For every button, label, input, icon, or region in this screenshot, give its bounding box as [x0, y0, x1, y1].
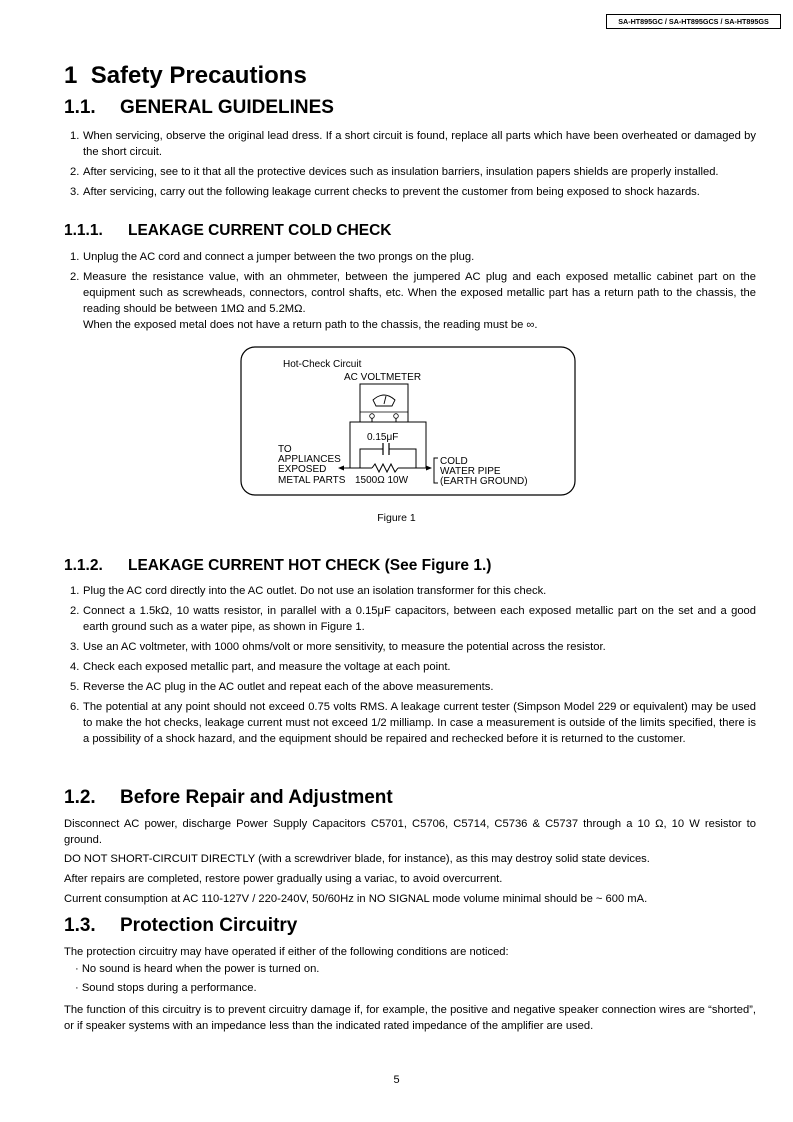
- list-item: 4. Check each exposed metallic part, and measure the voltage at each point.: [70, 661, 451, 673]
- heading-1-2: [64, 787, 393, 809]
- heading-1-1: [64, 97, 334, 119]
- heading-number: 1.1.2.: [64, 557, 103, 574]
- hot-check-list: [64, 583, 756, 747]
- heading-number: 1.1.: [64, 97, 96, 118]
- list-item: 1. When servicing, observe the original lead dress. If a short circuit is found, replace all parts which have been overheated or damaged by the short circuit.: [70, 130, 756, 158]
- repair-paragraph: Disconnect AC power, discharge Power Supply Capacitors C5701, C5706, C5714, C5736 & C5737 through a 10 Ω, 10 W resistor to ground.: [64, 818, 756, 846]
- hot-check-circuit-diagram: [240, 346, 576, 496]
- repair-paragraph: After repairs are completed, restore power gradually using a variac, to avoid overcurrent.: [64, 873, 503, 885]
- label-appliances: APPLIANCES: [278, 454, 341, 465]
- heading-text: Before Repair and Adjustment: [120, 787, 393, 808]
- protection-intro: The protection circuitry may have operated if either of the following conditions are noticed:: [64, 946, 509, 958]
- list-item: 2. Measure the resistance value, with an ohmmeter, between the jumpered AC plug and each exposed metallic cabinet part on the equipment such as screwheads, connectors, control shafts, etc. When the exposed metallic part has a return path to the chassis, the reading should be between 1MΩ and 5.2MΩ. When the exposed metal does not have a return path to the chassis, the reading must be ∞.: [70, 271, 756, 331]
- heading-text: GENERAL GUIDELINES: [120, 97, 334, 118]
- section-number: 1: [64, 62, 78, 89]
- arrow-left-icon: [338, 466, 344, 471]
- page-number: 5: [393, 1074, 400, 1086]
- terminal-icon: [370, 414, 375, 419]
- label-cold: COLD: [440, 456, 468, 467]
- diagram-title: Hot-Check Circuit: [283, 359, 362, 370]
- label-water-pipe: WATER PIPE: [440, 466, 501, 477]
- resistor-label: 1500Ω 10W: [355, 475, 409, 486]
- capacitor-label: 0.15μF: [367, 432, 399, 443]
- heading-1-1-2: [64, 557, 491, 575]
- section-title-text: Safety Precautions: [90, 62, 307, 89]
- voltmeter-label: AC VOLTMETER: [344, 372, 422, 383]
- heading-text: Protection Circuitry: [120, 915, 298, 936]
- label-metal-parts: METAL PARTS: [278, 475, 346, 486]
- arrow-right-icon: [426, 466, 432, 471]
- list-item: 1. Plug the AC cord directly into the AC outlet. Do not use an isolation transformer for this check.: [70, 585, 547, 597]
- label-exposed: EXPOSED: [278, 464, 327, 475]
- protection-bullet: · No sound is heard when the power is turned on.: [75, 963, 320, 975]
- list-item: 2. After servicing, see to it that all the protective devices such as insulation barriers, insulation papers shields are properly installed.: [70, 166, 719, 178]
- heading-number: 1.1.1.: [64, 222, 103, 239]
- protection-bullet: · Sound stops during a performance.: [75, 982, 257, 994]
- protection-outro: The function of this circuitry is to prevent circuitry damage if, for example, the positive and negative speaker connection wires are “shorted”, or if speaker systems with an impedance less than the indicated rated impedance of the amplifier are used.: [64, 1004, 756, 1032]
- repair-paragraph: DO NOT SHORT-CIRCUIT DIRECTLY (with a screwdriver blade, for instance), as this may destroy solid state devices.: [64, 853, 650, 865]
- list-item: 6. The potential at any point should not exceed 0.75 volts RMS. A leakage current tester (Simpson Model 229 or equivalent) may be used to make the hot checks, leakage current must not exceed 1/2 milliamp. In case a measurement is outside of the limits specified, there is a possibility of a shock hazard, and the equipment should be repaired and rechecked before it is returned to the customer.: [70, 701, 756, 745]
- heading-number: 1.3.: [64, 915, 96, 936]
- heading-number: 1.2.: [64, 787, 96, 808]
- repair-paragraph: Current consumption at AC 110-127V / 220-240V, 50/60Hz in NO SIGNAL mode volume minimal should be ~ 600 mA.: [64, 893, 648, 905]
- list-item: 3. Use an AC voltmeter, with 1000 ohms/volt or more sensitivity, to measure the potential across the resistor.: [70, 641, 606, 653]
- label-to: TO: [278, 444, 292, 455]
- label-earth-ground: (EARTH GROUND): [440, 476, 528, 487]
- list-item: 2. Connect a 1.5kΩ, 10 watts resistor, in parallel with a 0.15μF capacitors, between each exposed metallic part on the set and a good earth ground such as a water pipe, as shown in Figure 1.: [70, 605, 756, 633]
- heading-text: LEAKAGE CURRENT COLD CHECK: [128, 222, 392, 239]
- pipe-bracket-icon: [434, 458, 438, 483]
- list-item: 5. Reverse the AC plug in the AC outlet and repeat each of the above measurements.: [70, 681, 494, 693]
- figure-caption: Figure 1: [377, 512, 416, 524]
- list-item: 3. After servicing, carry out the following leakage current checks to prevent the customer from being exposed to shock hazards.: [70, 186, 700, 198]
- resistor-icon: [372, 464, 398, 472]
- list-item: 1. Unplug the AC cord and connect a jumper between the two prongs on the plug.: [70, 251, 475, 263]
- heading-text: LEAKAGE CURRENT HOT CHECK (See Figure 1.): [128, 557, 492, 574]
- general-guidelines-list: [64, 128, 756, 200]
- model-number-box: SA-HT895GC / SA-HT895GCS / SA-HT895GS: [606, 14, 781, 29]
- heading-1-3: [64, 915, 297, 937]
- heading-1-1-1: [64, 222, 392, 240]
- cold-check-list: [64, 249, 756, 333]
- meter-dial-icon: [373, 395, 395, 406]
- section-title: [64, 62, 307, 90]
- terminal-icon: [394, 414, 399, 419]
